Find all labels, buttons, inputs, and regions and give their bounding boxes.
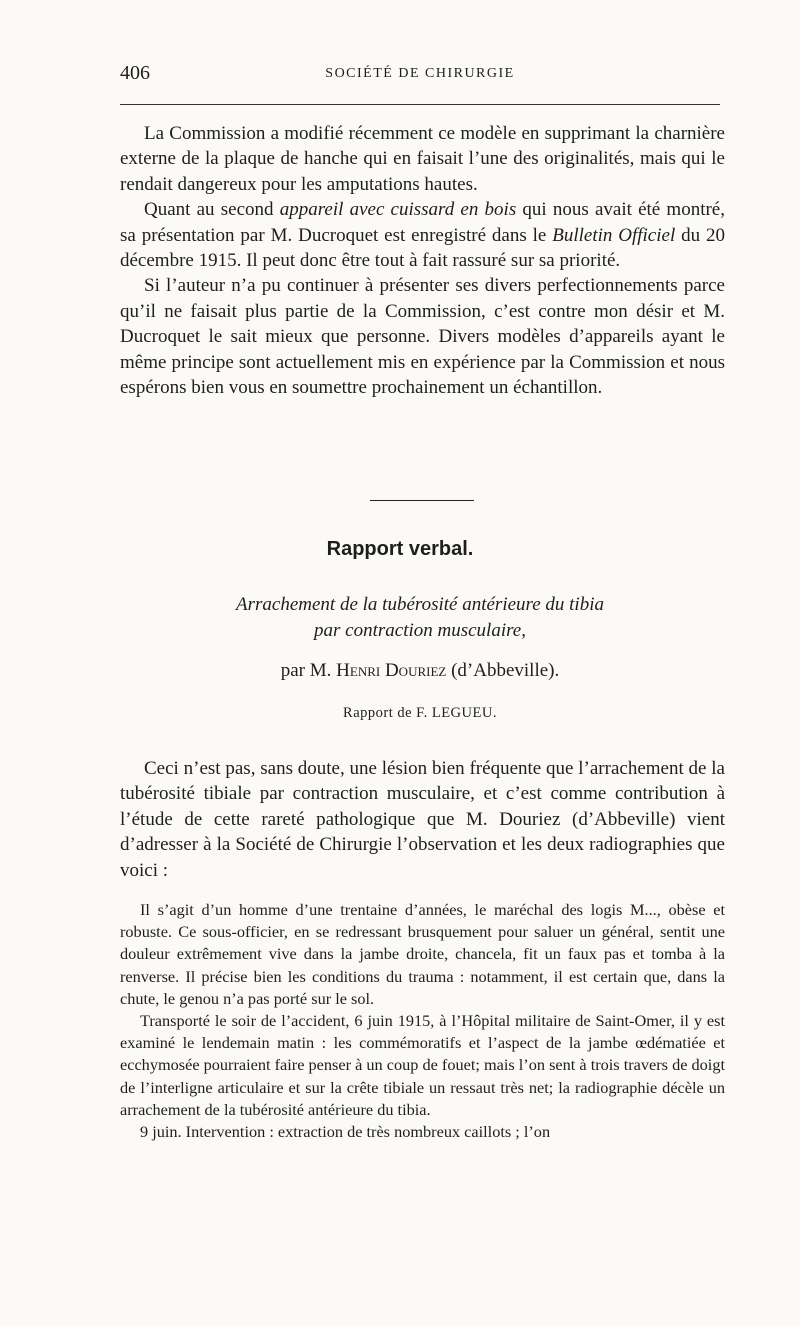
page-header: [120, 62, 720, 92]
reporter-line: Rapport de F. LEGUEU.: [343, 705, 497, 721]
observation-block: [120, 899, 725, 1143]
paragraph-observation-3: 9 juin. Intervention : extraction de très nombreux caillots ; l’on: [140, 1122, 551, 1142]
paragraph-observation-1: Il s’agit d’un homme d’une trentaine d’années, le maréchal des logis M..., obèse et robuste. Ce sous-officier, en se redressant brusquement pour saluer un général, sentit une douleur extrêmement vive dans la jambe droite, chancela, fit un faux pas et tomba à la renverse. Il précise bien les conditions du trauma : notamment, il est certain que, dans la chute, le genou n’a pas porté sur le sol.: [120, 900, 725, 1008]
italic-appareil: appareil avec cuissard en bois: [279, 199, 517, 221]
top-text-block: [120, 121, 725, 400]
intro-block: [120, 756, 725, 883]
section-title: Rapport verbal.: [326, 538, 474, 560]
paragraph-intro: Ceci n’est pas, sans doute, une lésion bien fréquente que l’arrachement de la tubérosité tibiale par contraction musculaire, et c’est comme contribution à l’étude de cette rareté pathologique que M. Douriez (d’Abbeville) vient d’adresser à la Société de Chirurgie l’observation et les deux radiographies que voici :: [120, 758, 725, 881]
article-title-line1: Arrachement de la tubérosité antérieure du tibia: [236, 594, 604, 615]
header-rule: [120, 104, 720, 105]
section-separator: [370, 500, 474, 501]
paragraph-commission: La Commission a modifié récemment ce modèle en supprimant la charnière externe de la plaque de hanche qui en faisait l’une des originalités, mais qui le rendait dangereux pour les amputations hautes.: [120, 123, 725, 195]
running-title: SOCIÉTÉ DE CHIRURGIE: [325, 66, 515, 81]
author-line: par M. Henri Douriez (d’Abbeville).: [280, 660, 560, 681]
paragraph-observation-2: Transporté le soir de l’accident, 6 juin 1915, à l’Hôpital militaire de Saint-Omer, il y est examiné le lendemain matin : les commémoratifs et l’aspect de la jambe œdématiée et ecchymosée pourraient faire penser à un coup de fouet; mais l’on sent à trois travers de doigt de l’interligne articulaire et sur la crête tibiale un ressaut très net; la radiographie décèle un arrachement de la tubérosité antérieure du tibia.: [120, 1011, 725, 1119]
page-number: 406: [120, 62, 150, 84]
paragraph-auteur: Si l’auteur n’a pu continuer à présenter ses divers perfectionnements parce qu’il ne faisait plus partie de la Commission, c’est contre mon désir et M. Ducroquet le sait mieux que personne. Divers modèles d’appareils ayant le même principe sont actuellement mis en expérience par la Commission et nous espérons bien vous en soumettre prochainement un échantillon.: [120, 275, 725, 399]
italic-bulletin: Bulletin Officiel: [552, 224, 676, 246]
article-title-line2: par contraction musculaire,: [314, 620, 526, 641]
paragraph-second-appareil: Quant au second appareil avec cuissard en bois qui nous avait été montré, sa présentation par M. Ducroquet est enregistré dans le Bulletin Officiel du 20 décembre 1915. Il peut donc être tout à fait rassuré sur sa priorité.: [120, 199, 725, 272]
author-name: Henri Douriez: [336, 660, 447, 681]
article-title: [120, 592, 720, 644]
